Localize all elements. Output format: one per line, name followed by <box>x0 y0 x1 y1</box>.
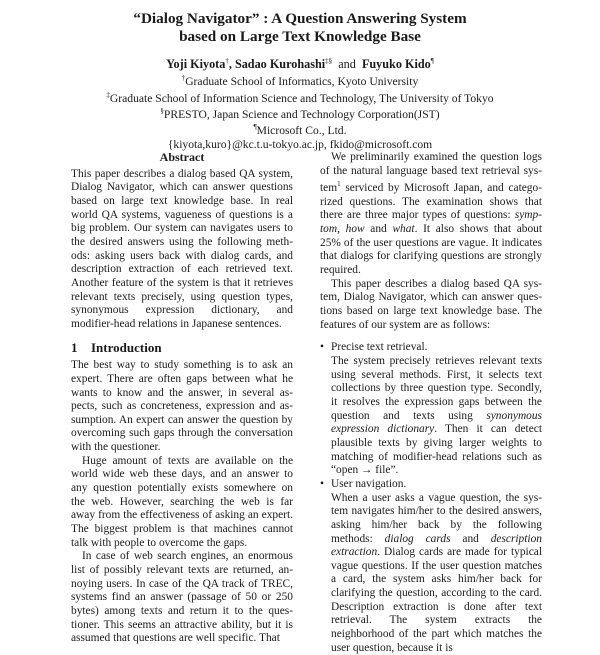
feature-item <box>320 478 542 655</box>
paper-title <box>0 10 600 46</box>
question-log-paragraph <box>320 151 542 278</box>
text-run: and <box>450 532 491 545</box>
footnote-marker: 1 <box>337 180 341 189</box>
affiliations <box>0 72 600 151</box>
feature-body <box>331 492 542 655</box>
feature-title: User navigation. <box>331 477 407 490</box>
affiliation-mark: § <box>160 106 164 115</box>
paper-header <box>0 10 600 151</box>
feature-body <box>331 355 542 478</box>
emphasis-term: description extraction <box>331 532 542 559</box>
author-list: Yoji Kiyota†, Sadao Kurohashi‡§ and Fuyuko Kido¶ <box>166 57 434 72</box>
affiliation <box>0 105 600 121</box>
text-run: The system precisely retrieves relevant texts using several methods. First, it selects text collections by three question type. Secondly, it resolves the expression gaps between the question and texts using <box>331 354 542 422</box>
section-number: 1 <box>71 339 78 355</box>
text-run: . It also shows that about 25% of the user questions are vague. It indicates that dialogs for clarifying questions are strongly required. <box>320 223 542 277</box>
affiliation-mark: ‡ <box>106 90 110 99</box>
author-name: Sadao Kurohashi <box>234 57 326 72</box>
feature-title: Precise text retrieval. <box>331 341 428 354</box>
affiliation-text: Graduate School of Informatics, Kyoto University <box>185 74 419 88</box>
text-run: and <box>364 223 393 236</box>
text-run: . Then it can detect plausible texts by giving larger weights to matching of modifier-head relations such as “open → file”. <box>331 423 542 477</box>
affiliation-mark: † <box>181 74 186 83</box>
right-column <box>320 151 542 655</box>
affiliation <box>0 72 600 88</box>
bullet-icon: • <box>320 477 324 490</box>
bullet-icon: • <box>320 341 324 354</box>
abstract-text: This paper describes a dialog based QA system, Dialog Navigator, which can answer questions based on large text knowledge base. In real world QA systems, vagueness of questions is a big problem. Our system can navigates users to the desired answers using the following methods: asking users back with dialog cards, and description extraction of each retrieved text. Another feature of the system is that it retrieves relevant texts precisely, using question types, synonymous expression dictionary, and modifier-head relations in Japanese sentences. <box>71 167 293 330</box>
text-run: serviced by Microsoft Japan, and categorized questions. The examination shows that there are three major types of questions: <box>320 182 542 222</box>
title-line-2: based on Large Text Knowledge Base <box>179 28 421 45</box>
abstract-heading: Abstract <box>159 150 205 164</box>
author-name: Fuyuko Kido <box>361 57 431 72</box>
feature-list <box>320 341 542 655</box>
affiliation <box>0 89 600 105</box>
affiliation-text: Microsoft Co., Ltd. <box>256 124 347 138</box>
author-conjunction: and <box>338 57 356 72</box>
author-mark: ‡§ <box>325 57 333 65</box>
author-mark: † <box>225 57 229 65</box>
text-run: . Dialog cards are made for typical vague questions. If the user question matches a card, the system asks him/her back for clarifying the question, according to the card. Description extraction is done after text retrieval. The system extracts the neighborhood of the part which matches the user question, because it is <box>331 546 542 654</box>
emphasis-term: dialog cards <box>384 532 451 545</box>
author-name: Yoji Kiyota <box>166 57 226 72</box>
emphasis-how: how <box>345 223 365 236</box>
emphasis-symptom: symptom <box>320 209 542 236</box>
affiliation-mark: ¶ <box>253 123 257 132</box>
section-heading-introduction <box>71 341 293 355</box>
system-description-paragraph: This paper describes a dialog based QA system, Dialog Navigator, which can answer questions based on large text knowledge base. The features of our system are as follows: <box>320 277 542 331</box>
intro-paragraph: The best way to study something is to ask an expert. There are often gaps between what he wants to know and the answer, in several aspects, such as concreteness, expression and assumption. An expert can answer the question by overcoming such gaps through the conversation with the questioner. <box>71 359 293 454</box>
text-run: When a user asks a vague question, the system navigates him/her to the desired answers, asking him/her back by the following methods: <box>331 491 542 545</box>
affiliation-text: PRESTO, Japan Science and Technology Corporation(JST) <box>163 107 440 121</box>
text-run: , <box>337 223 346 236</box>
author-mark: ¶ <box>430 57 434 65</box>
emphasis-what: what <box>392 223 415 236</box>
author-emails: {kiyota,kuro}@kc.t.u-tokyo.ac.jp, fkido@microsoft.com <box>167 137 433 151</box>
feature-item <box>320 341 542 478</box>
section-title: Introduction <box>91 339 162 355</box>
title-line-1: “Dialog Navigator” : A Question Answering System <box>133 10 467 27</box>
text-run: We preliminarily examined the question logs of the natural language based text retrieval system <box>320 151 542 195</box>
emphasis-term: synonymous expression dictionary <box>331 409 542 436</box>
affiliation <box>0 121 600 137</box>
intro-paragraph: In case of web search engines, an enormous list of possibly relevant texts are returned, annoying users. In case of the QA track of TREC, systems find an answer (passage of 50 or 250 bytes) among texts and return it to the questioner. This seems an attractive ability, but it is assumed that questions are well specific. That <box>71 550 293 645</box>
affiliation-text: Graduate School of Information Science and Technology, The University of Tokyo <box>109 91 494 105</box>
intro-paragraph: Huge amount of texts are available on the world wide web these days, and an answer to any question potentially exists somewhere on the web. However, searching the web is far away from the effectiveness of asking an expert. The biggest problem is that machines cannot talk with people to overcome the gaps. <box>71 454 293 549</box>
left-column <box>71 151 293 646</box>
